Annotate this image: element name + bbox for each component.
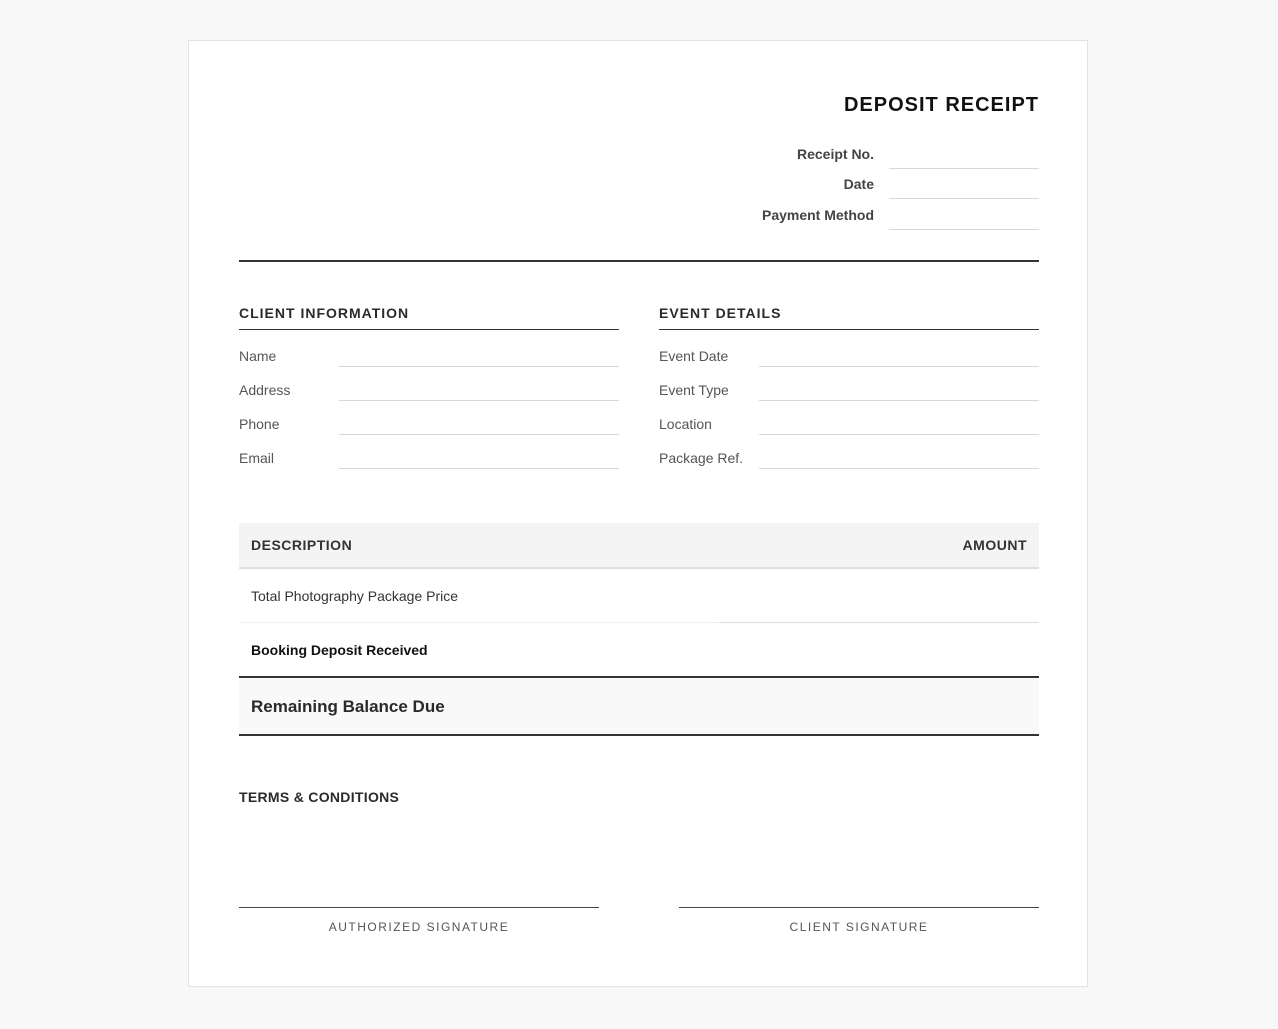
header-divider [239, 260, 1039, 262]
event-type-label: Event Type [659, 382, 729, 398]
client-phone-label: Phone [239, 416, 280, 432]
client-signature-line[interactable] [679, 907, 1039, 908]
event-date-label: Event Date [659, 348, 729, 364]
date-label: Date [843, 176, 874, 192]
client-signature-label: CLIENT SIGNATURE [789, 920, 929, 934]
receipt-content [239, 41, 1039, 986]
amount-table [239, 523, 1039, 736]
event-details-title: EVENT DETAILS [659, 305, 1039, 330]
payment-method-label: Payment Method [761, 207, 874, 223]
table-row-balance [239, 678, 1039, 736]
client-email-label: Email [239, 450, 275, 466]
event-date-row [659, 330, 1039, 364]
event-type-row [659, 364, 1039, 398]
package-ref-row [659, 432, 1039, 466]
receipt-number-row [639, 146, 1039, 176]
event-location-row [659, 398, 1039, 432]
client-phone-row [239, 398, 619, 432]
client-name-row [239, 330, 619, 364]
client-email-row [239, 432, 619, 466]
client-information-section [239, 305, 619, 466]
package-ref-label: Package Ref. [659, 450, 744, 466]
client-information-title: CLIENT INFORMATION [239, 305, 619, 330]
balance-description: Remaining Balance Due [251, 697, 445, 716]
receipt-sheet [188, 40, 1088, 987]
client-address-row [239, 364, 619, 398]
document-title: DEPOSIT RECEIPT [843, 94, 1039, 116]
description-column-header: DESCRIPTION [251, 537, 353, 553]
deposit-description: Booking Deposit Received [251, 642, 428, 658]
terms-title: TERMS & CONDITIONS [239, 789, 400, 805]
table-row-total-price [239, 569, 1039, 623]
client-address-label: Address [239, 382, 291, 398]
payment-method-row [639, 207, 1039, 237]
amount-column-header: AMOUNT [962, 537, 1027, 553]
date-row [639, 176, 1039, 206]
total-price-description: Total Photography Package Price [251, 588, 459, 604]
client-signature-block [679, 907, 1039, 934]
authorized-signature-line[interactable] [239, 907, 599, 908]
event-details-section [659, 305, 1039, 466]
client-email-field[interactable] [339, 468, 619, 469]
client-name-label: Name [239, 348, 277, 364]
table-header [239, 523, 1039, 569]
event-location-label: Location [659, 416, 712, 432]
receipt-number-label: Receipt No. [796, 146, 874, 162]
authorized-signature-block [239, 907, 599, 934]
date-field[interactable] [889, 198, 1039, 199]
receipt-number-field[interactable] [889, 168, 1039, 169]
authorized-signature-label: AUTHORIZED SIGNATURE [328, 920, 510, 934]
package-ref-field[interactable] [759, 468, 1039, 469]
table-row-deposit [239, 623, 1039, 678]
payment-method-field[interactable] [889, 229, 1039, 230]
